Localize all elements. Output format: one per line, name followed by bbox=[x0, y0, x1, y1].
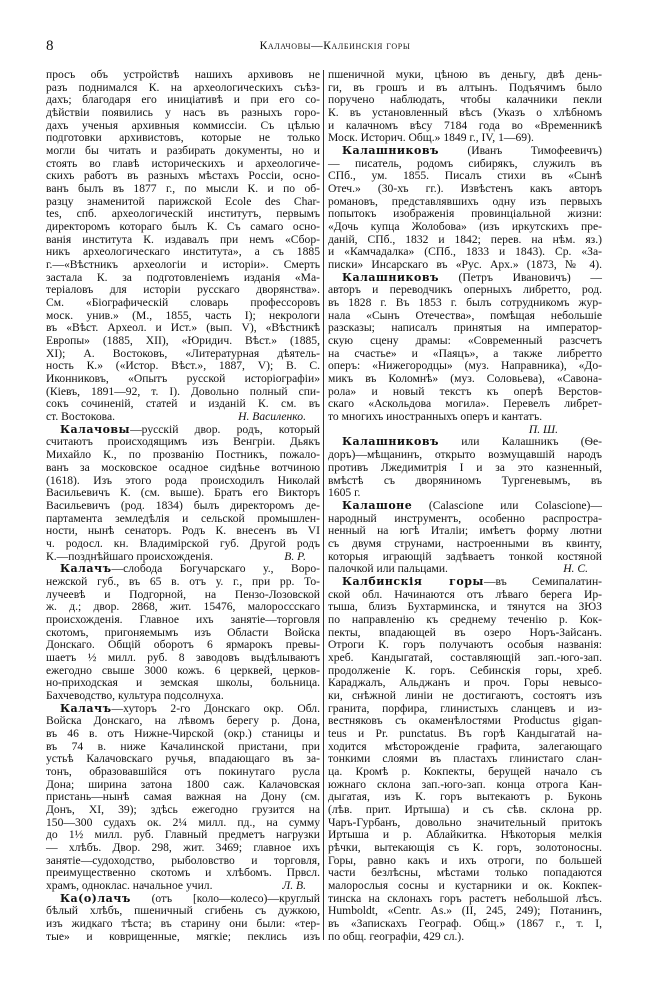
line-text: оперъ: «Нижегородцы» (муз. Направника), «До- bbox=[328, 359, 602, 373]
entry-headword: Калашниковъ bbox=[342, 270, 439, 284]
line-text: теріаловъ для исторіи русскаго дворянства». bbox=[46, 283, 320, 297]
line-text: рѣчки, вытекающія съ К. горъ, золотоносны. bbox=[328, 840, 602, 854]
line-text: дахъ ученыя архивныя коммиссіи. Съ цѣлью bbox=[46, 118, 320, 132]
article-signature: В. Р. bbox=[284, 549, 306, 563]
line-text: микъ въ Коломнѣ» (муз. Соловьева), «Савона- bbox=[328, 372, 602, 386]
line-text: хреб. Кандыгатай, составляющій зап.-юго-зап. bbox=[328, 650, 602, 664]
line-text: tes, спб. археологическій институтъ, первымъ bbox=[46, 207, 320, 221]
line-text: ской обл. Начинаются отъ лѣваго берега Ир- bbox=[328, 587, 602, 601]
line-text: Донскаго. Общій оборотъ 6 ярмарокъ превы- bbox=[46, 638, 320, 652]
line-text: нала «Сынъ Отечества», помѣщая небольшіе bbox=[328, 308, 602, 322]
entry-headword: Калачовы bbox=[60, 422, 131, 436]
line-text: моск. унив.» (М., 1855, часть I); некрологи bbox=[46, 308, 320, 322]
line-text: просъ объ устройствѣ нашихъ архивовъ не bbox=[46, 68, 320, 81]
line-text: (Петръ Ивановичъ) — bbox=[438, 270, 602, 284]
line-text: г.—«Вѣстникъ археологіи и исторіи». Смерть bbox=[46, 258, 320, 272]
text-line bbox=[328, 931, 602, 944]
line-text: доръ)—мѣщанинъ, открыто возмущавшій народъ bbox=[328, 448, 602, 462]
line-text: teus и Pr. punctatus. Въ горѣ Кандыгатай на- bbox=[328, 726, 602, 740]
line-text: дѣйствіи появились у насъ въ разныхъ горо- bbox=[46, 106, 320, 120]
line-text: Васильевичъ (род. 1834) былъ директоромъ де- bbox=[46, 498, 320, 512]
right-column bbox=[328, 69, 602, 943]
line-text: то многихъ иностранныхъ оперъ и кантатъ. bbox=[328, 410, 543, 424]
line-text: бѣлый хлѣбъ, пшеничный сгибень съ дужкою, bbox=[46, 904, 320, 918]
line-text: ванія института К. издавалъ при немъ «Сбор- bbox=[46, 232, 320, 246]
line-text: по общ. географіи, 429 сл.). bbox=[328, 929, 465, 943]
text-line bbox=[46, 538, 320, 551]
line-text: палочкой или пальцами. bbox=[328, 562, 448, 576]
line-text: Караджалъ, Альджанъ и проч. Горы невысо- bbox=[328, 676, 602, 690]
entry-headword: Калачъ bbox=[60, 701, 112, 715]
line-text: никъ археологическаго института», а съ 1885 bbox=[46, 245, 320, 259]
line-text: К.—позднѣйшаго происхожденія. bbox=[46, 549, 214, 563]
line-text: —хуторъ 2-го Донскаго окр. Обл. bbox=[111, 701, 320, 715]
entry-headword: Калашниковъ bbox=[342, 435, 439, 449]
line-text: ненный на югѣ Италіи; имѣетъ форму лютни bbox=[328, 524, 602, 538]
line-text: ки, снѣжной линіи не достигаютъ, состоятъ изъ bbox=[328, 688, 602, 702]
line-text: ги, въ грошъ и въ алтынъ. Подъячимъ было bbox=[328, 80, 602, 94]
line-text: тые» и коврищенные, мягкіе; пеклись изъ bbox=[46, 929, 320, 943]
line-text: до 1½ милл. руб. Главный предметъ нагрузки bbox=[46, 828, 320, 842]
line-text: или Калашникъ (Ѳе- bbox=[438, 435, 602, 449]
line-text: ст. Востокова. bbox=[46, 410, 116, 424]
line-text: южнаго склона зап.-юго-зап. конца отрога Кан- bbox=[328, 777, 602, 791]
line-text: сокъ сочиненій, статей и изданій К. см. въ bbox=[46, 397, 320, 411]
line-text: лучеевѣ и Подгорной, на Пензо-Лозовской bbox=[46, 587, 320, 601]
line-text: —русскій двор. родъ, который bbox=[130, 422, 320, 436]
line-text: вестняковъ съ окаменѣлостями Productus gigan- bbox=[328, 714, 602, 728]
line-text: «Дочь купца Жолобова» (изъ иркутскихъ пре- bbox=[328, 220, 602, 234]
text-line bbox=[328, 475, 602, 488]
line-text: Отеч.» (30-хъ гг.). Извѣстенъ какъ авторъ bbox=[328, 182, 602, 196]
line-text: скотомъ, пригоняемымъ изъ Области Войска bbox=[46, 625, 320, 639]
line-text: въ «Вѣст. Археол. и Ист.» (вып. V), «Вѣстникѣ bbox=[46, 321, 320, 335]
line-text: дахъ; благодаря его иниціативѣ и при его со- bbox=[46, 93, 320, 107]
line-text: директоромъ котораго былъ К. Съ самаго осно- bbox=[46, 220, 320, 234]
line-text: Чаръ-Гурбанъ, довольно значительный притокъ bbox=[328, 815, 602, 829]
left-column bbox=[46, 69, 320, 943]
line-text: скаго «Аскольдова могила». Перевелъ либрет- bbox=[328, 397, 602, 411]
line-text: преимущественно скотомъ и хлѣбомъ. Првсл. bbox=[46, 866, 320, 880]
line-text: ность К.» («Истор. Вѣст.», 1887, V); В. С. bbox=[46, 359, 320, 373]
line-text: Донъ, XI, 39); здѣсь ежегодно грузится на bbox=[46, 802, 320, 816]
line-text: вмѣстѣ съ дворяниномъ Тургеневымъ, въ bbox=[328, 473, 602, 487]
line-text: изъ жидкаго тѣста; въ старину они были: «тер- bbox=[46, 917, 320, 931]
line-text: могли бы читать и разбирать документы, но и bbox=[46, 144, 320, 158]
line-text: даній, СПб., 1832 и 1842; перев. на нѣм. яз.) bbox=[328, 232, 602, 246]
line-text: партамента земледѣлія и сельской промышлен- bbox=[46, 511, 320, 525]
line-text: на счастье» и «Паяцъ», а также либретто bbox=[328, 346, 602, 360]
line-text: пекты, впадающей въ озеро Норъ-Зайсанъ. bbox=[328, 625, 602, 639]
line-text: Бахчеводство, культура подсолнуха. bbox=[46, 688, 224, 702]
line-text: устьѣ Калачовскаго ручья, впадающаго въ за- bbox=[46, 752, 320, 766]
line-text: поручено наблюдать, чтобы калачники пекли bbox=[328, 93, 602, 107]
line-text: (Calascione или Colascione)— bbox=[412, 498, 602, 512]
line-text: (1618). Изъ этого рода происходилъ Николай bbox=[46, 473, 320, 487]
line-text: продолженіе К. горъ. Себинскія горы, хреб. bbox=[328, 663, 602, 677]
line-text: подготовки архивистовъ, которые не только bbox=[46, 131, 320, 145]
line-text: гранита, порфира, глинистыхъ сланцевъ и из- bbox=[328, 701, 602, 715]
article-signature: П. Ш. bbox=[528, 422, 558, 436]
line-text: романовъ, представлявшихъ одну изъ первыхъ bbox=[328, 194, 602, 208]
entry-headword: Ка(о)лачъ bbox=[60, 891, 131, 905]
line-text: тинска на склонахъ горъ растетъ небольшой лѣсъ. bbox=[328, 891, 602, 905]
line-text: —въ Семипалатин- bbox=[483, 574, 603, 588]
line-text: разцу знаменитой парижской Ecole des Char- bbox=[46, 194, 320, 208]
line-text: 1605 г. bbox=[328, 486, 361, 500]
line-text: части безлѣсны, мѣстами только попадаются bbox=[328, 866, 602, 880]
line-text: XI); А. Востоковъ, «Литературная дѣятель- bbox=[46, 346, 320, 360]
line-text: дыгатая, изъ К. горъ вытекаютъ р. Буконь bbox=[328, 790, 602, 804]
line-text: народный инструментъ, особенно распростра- bbox=[328, 511, 602, 525]
text-line bbox=[328, 411, 602, 424]
line-text: (лѣв. прит. Иртыша) и съ сѣв. склона рр. bbox=[328, 802, 602, 816]
line-text: тыша, близъ Бухтарминска, и тянутся на ЗЮЗ bbox=[328, 600, 602, 614]
entry-headword: Калбинскія горы bbox=[342, 574, 484, 588]
article-signature: Н. С. bbox=[563, 562, 588, 576]
line-text: малорослыя сосны и кустарники и ок. Кокпек- bbox=[328, 879, 602, 892]
line-text: СПб., ум. 1855. Писалъ стихи въ «Сынѣ bbox=[328, 169, 602, 183]
line-text: въ 1828 г. Въ 1853 г. былъ сотрудникомъ жур- bbox=[328, 296, 602, 310]
line-text: ванъ за московское осадное сидѣнье вотчиною bbox=[46, 460, 320, 474]
line-text: См. «Біографическій словарь профессоровъ bbox=[46, 296, 320, 310]
line-text: и калачномъ вѣсу 7184 года во «Временникѣ bbox=[328, 118, 602, 132]
line-text: (отъ [коло—колесо)—круглый bbox=[130, 891, 320, 905]
line-text: считаютъ происходящимъ изъ Венгріи. Дьякъ bbox=[46, 435, 320, 449]
line-text: ходится мѣсторожденіе графита, залегающаго bbox=[328, 739, 602, 753]
line-text: скую сцену драмы: «Современный разсчетъ bbox=[328, 334, 602, 348]
line-text: разсказы; написалъ принятыя на император- bbox=[328, 321, 602, 335]
running-title: Калачовы—Калбинскія горы bbox=[259, 40, 411, 52]
line-text: Войска Донскаго, на лѣвомъ берегу р. Дона, bbox=[46, 714, 320, 728]
line-text: (Иванъ Тимофеевичъ) bbox=[438, 144, 602, 158]
line-text: въ 74 в. ниже Качалинской пристани, при bbox=[46, 739, 320, 753]
line-text: занятіе—судоходство, рыболовство и торговля, bbox=[46, 853, 320, 867]
line-text: Отроги К. горъ получаютъ особыя названія: bbox=[328, 638, 602, 652]
line-text: застала К. за подготовленіемъ изданія «Ма- bbox=[46, 270, 320, 284]
article-signature: Л. В. bbox=[282, 879, 306, 892]
line-text: Европы» (1885, XII), «Юридич. Вѣст.» (1885, bbox=[46, 334, 320, 348]
line-text: Иконниковъ, «Опытъ русской исторіографіи» bbox=[46, 372, 320, 386]
text-line bbox=[46, 931, 320, 944]
line-text: но-приходская и земская школы, больница. bbox=[46, 676, 320, 690]
line-text: рола» и новый текстъ къ оперѣ Верстов- bbox=[328, 384, 602, 398]
line-text: 150—300 судахъ ок. 2¼ милл. пд., на сумму bbox=[46, 815, 320, 829]
line-text: —слобода Богучарскаго у., Воро- bbox=[111, 562, 320, 576]
entry-headword: Калашниковъ bbox=[342, 144, 439, 158]
line-text: К. въ установленный вѣсъ (Указъ о хлѣбномъ bbox=[328, 106, 602, 120]
line-text: нежской губ., въ 65 в. отъ у. г., при рр. То- bbox=[46, 574, 320, 588]
article-signature: Н. Василенко. bbox=[238, 410, 306, 424]
line-text: пшеничной муки, цѣною въ деньгу, двѣ день- bbox=[328, 68, 602, 81]
line-text: ности, нынѣ сенаторъ. Родъ К. внесенъ въ VI bbox=[46, 524, 320, 538]
column-divider bbox=[323, 70, 324, 940]
line-text: скихъ работъ въ разныхъ мѣстахъ Россіи, осно- bbox=[46, 169, 320, 183]
page-number: 8 bbox=[46, 38, 54, 54]
line-text: Горы, равно какъ и ихъ отроги, по большей bbox=[328, 853, 602, 867]
entry-headword: Калашоне bbox=[342, 498, 413, 512]
line-text: — хлѣбъ. Двор. 298, жит. 3469; главное ихъ bbox=[46, 840, 320, 854]
line-text: происхожденія. Главное ихъ занятіе—торговля bbox=[46, 612, 320, 626]
line-text: ч. родосл. кн. Владимірской губ. Другой родъ bbox=[46, 536, 320, 550]
line-text: Humboldt, «Centr. As.» (II, 245, 249); Потанинъ, bbox=[328, 904, 602, 918]
line-text: Васильевичъ К. (см. выше). Братъ его Викторъ bbox=[46, 486, 320, 500]
line-text: стоять во главѣ историческихъ и археологиче- bbox=[46, 156, 320, 170]
line-text: и «Камчадалка» (СПб., 1833 и 1843). Ср. «За- bbox=[328, 245, 602, 259]
line-text: Михайло К., по прозванію Постникъ, пожало- bbox=[46, 448, 320, 462]
line-text: въ 46 в. отъ Нижне-Чирской (окр.) станицы и bbox=[46, 726, 320, 740]
line-text: авторъ и переводчикъ оперныхъ либретто, род. bbox=[328, 283, 602, 297]
line-text: — писатель, родомъ сибирякъ, служилъ въ bbox=[328, 156, 602, 170]
line-text: ежегодно свыше 3000 кожъ. 6 церквей, церков- bbox=[46, 663, 320, 677]
line-text: Моск. Историч. Общ.» 1849 г., IV, 1—69). bbox=[328, 131, 534, 145]
line-text: ж. д.; двор. 2868, жит. 15476, малороссскаго bbox=[46, 600, 320, 614]
line-text: тонъ, образовавшійся отъ покинутаго русла bbox=[46, 764, 320, 778]
line-text: тонкими слоями въ пластахъ глинистаго слан- bbox=[328, 752, 602, 766]
line-text: которыя играющій задѣваетъ тонкой костяной bbox=[328, 549, 602, 563]
line-text: ванъ былъ въ 1877 г., по мысли К. и по об- bbox=[46, 182, 320, 196]
line-text: писки» Инсарскаго въ «Рус. Арх.» (1873, № 4). bbox=[328, 258, 602, 272]
line-text: Дона; ширина затона 1800 саж. Калачовская bbox=[46, 777, 320, 791]
line-text: ца. Кромѣ р. Кокпекты, берущей начало съ bbox=[328, 764, 602, 778]
line-text: (Кіевъ, 1891—92, т. I). Довольно полный спи- bbox=[46, 384, 320, 398]
line-text: пристань—нынѣ самая важная на Дону (см. bbox=[46, 790, 320, 804]
entry-headword: Калачъ bbox=[60, 562, 112, 576]
line-text: съ двумя струнами, настроенными въ квинту, bbox=[328, 536, 602, 550]
line-text: по направленію къ среднему теченію р. Кок- bbox=[328, 612, 602, 626]
line-text: разъ поднимался К. на археологическихъ съѣз- bbox=[46, 80, 320, 94]
line-text: Иртыша и р. Аблайкитка. Нѣкоторыя мелкія bbox=[328, 828, 602, 842]
line-text: попытокъ изображенія провинціальной жизни: bbox=[328, 207, 602, 221]
line-text: шаетъ ½ милл. руб. 8 заводовъ выдѣлываютъ bbox=[46, 650, 320, 664]
line-text: храмъ, одноклас. начальное учил. bbox=[46, 879, 213, 892]
line-text: въ «Запискахъ Географ. Общ.» (1867 г., т. I, bbox=[328, 917, 602, 931]
line-text: противъ Лжедимитрія I и за это казненный, bbox=[328, 460, 602, 474]
